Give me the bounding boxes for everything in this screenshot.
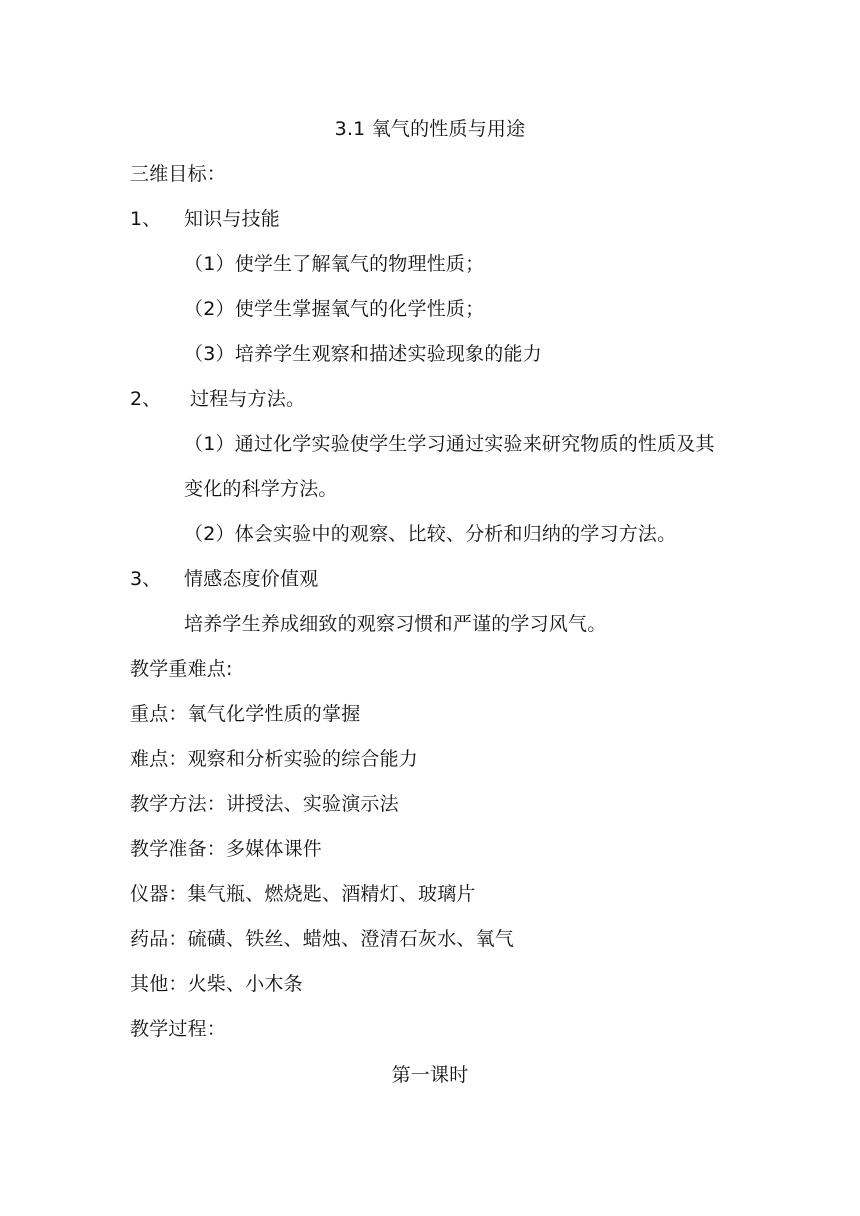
instruments: 仪器：集气瓶、燃烧匙、酒精灯、玻璃片 <box>130 883 476 905</box>
objective-3-item-1: 培养学生养成细致的观察习惯和严谨的学习风气。 <box>184 613 607 635</box>
objective-1-heading: 知识与技能 <box>184 208 281 230</box>
objectives-heading: 三维目标： <box>130 163 227 185</box>
objective-1-item-1: （1）使学生了解氧气的物理性质； <box>184 253 485 275</box>
reagents: 药品：硫磺、铁丝、蜡烛、澄清石灰水、氧气 <box>130 928 515 950</box>
objective-1-number: 1、 <box>130 208 162 230</box>
objective-1-item-2: （2）使学生掌握氧气的化学性质； <box>184 298 485 320</box>
objective-1-item-3: （3）培养学生观察和描述实验现象的能力 <box>184 343 542 365</box>
lesson-label: 第一课时 <box>391 1064 469 1086</box>
teaching-preparation: 教学准备：多媒体课件 <box>130 838 323 860</box>
objective-3-heading: 情感态度价值观 <box>184 568 319 590</box>
objective-2-item-1: （1）通过化学实验使学生学习通过实验来研究物质的性质及其 <box>184 433 715 455</box>
objective-2-number: 2、 <box>130 388 162 410</box>
process-heading: 教学过程： <box>130 1018 227 1040</box>
teaching-methods: 教学方法：讲授法、实验演示法 <box>130 793 399 815</box>
others: 其他：火柴、小木条 <box>130 973 303 995</box>
objective-2-item-2: （2）体会实验中的观察、比较、分析和归纳的学习方法。 <box>184 523 677 545</box>
difficult-point: 难点：观察和分析实验的综合能力 <box>130 748 419 770</box>
objective-2-item-1-continued: 变化的科学方法。 <box>184 478 338 500</box>
key-difficult-heading: 教学重难点: <box>130 658 233 680</box>
key-point: 重点：氧气化学性质的掌握 <box>130 703 361 725</box>
objective-2-heading: 过程与方法。 <box>190 388 306 410</box>
document-title: 3.1 氧气的性质与用途 <box>334 118 526 140</box>
objective-3-number: 3、 <box>130 568 162 590</box>
